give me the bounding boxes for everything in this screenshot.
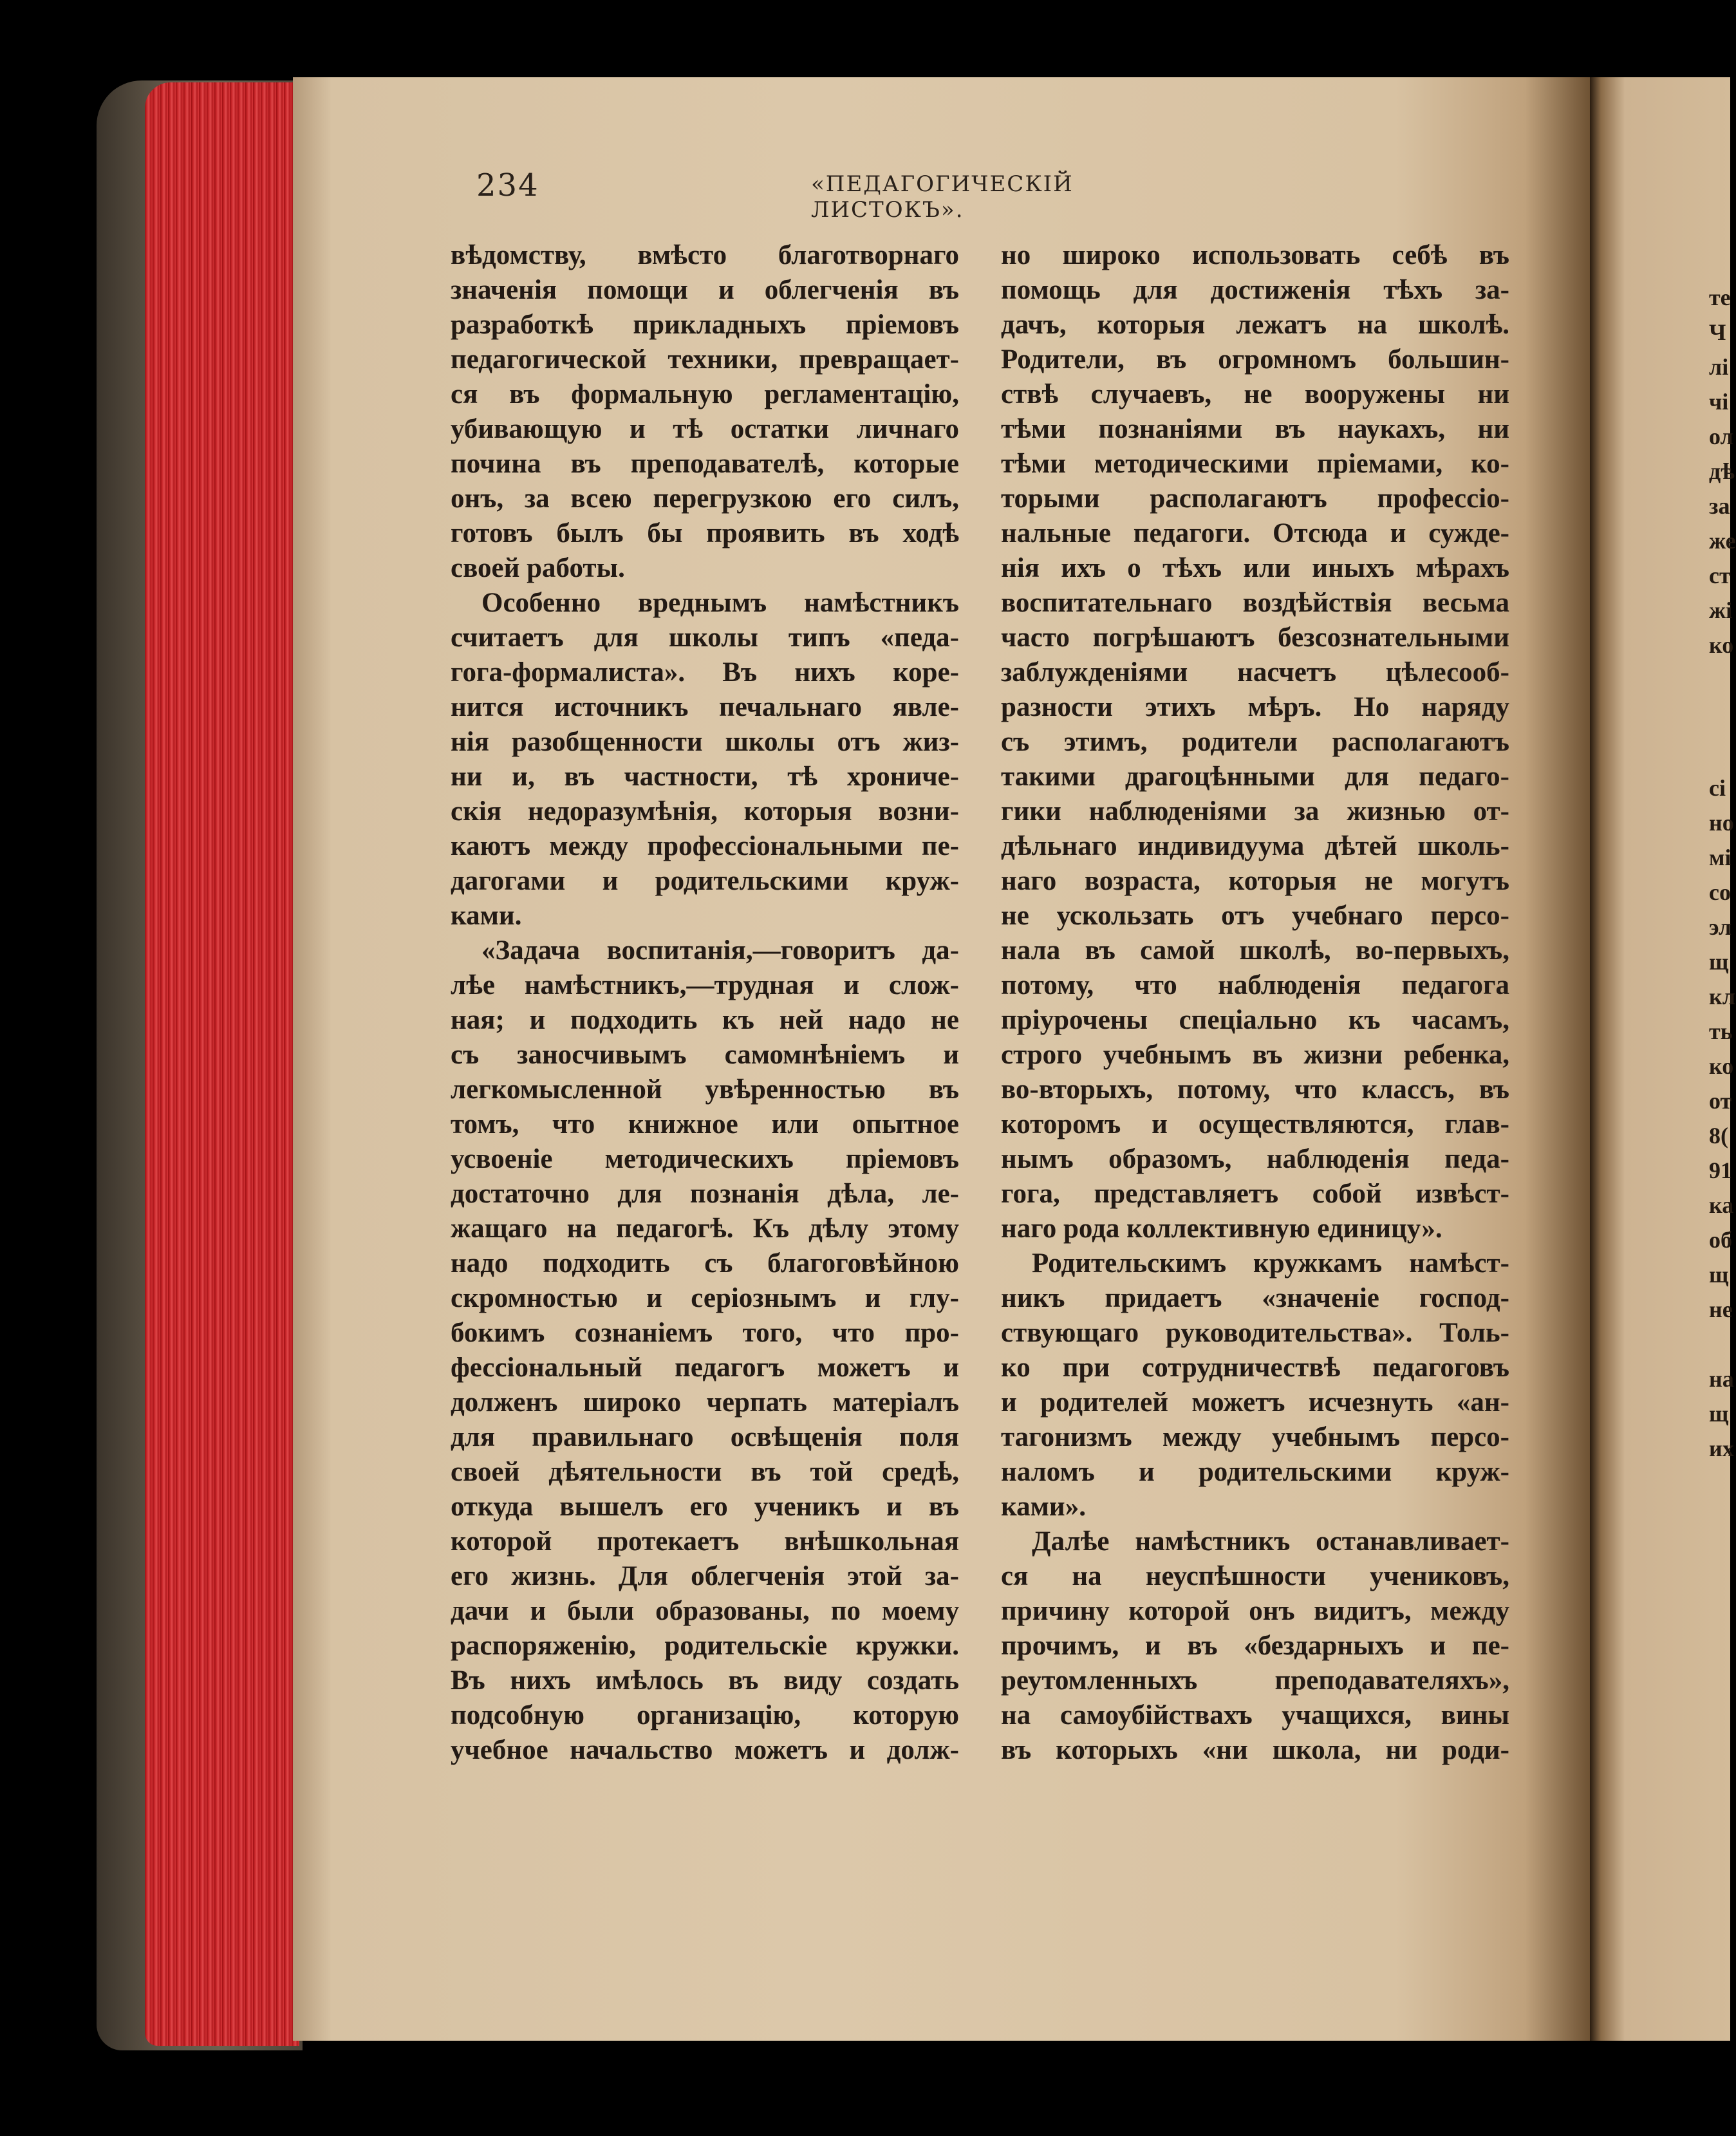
text-line: ная; и подходить къ ней надо не	[451, 1005, 959, 1035]
text-line: ствѣ случаевъ, не вооружены ни	[1001, 379, 1509, 409]
running-head: «ПЕДАГОГИЧЕСКІЙ ЛИСТОКЪ».	[811, 171, 1074, 223]
text-line: помощь для достиженія тѣхъ за-	[1001, 275, 1509, 305]
text-line: наго возраста, которыя не могутъ	[1001, 866, 1509, 896]
text-line: ками».	[1001, 1492, 1086, 1522]
text-line: долженъ широко черпать матеріалъ	[451, 1387, 959, 1418]
text-line: считаетъ для школы типъ «педа-	[451, 623, 959, 653]
next-page-fragment: ка	[1709, 1192, 1734, 1218]
text-line: скія недоразумѣнія, которыя возни-	[451, 796, 959, 827]
next-page-fragment: ол	[1709, 424, 1733, 449]
text-line: учебное начальство можетъ и долж-	[451, 1735, 959, 1765]
text-line: лѣе намѣстникъ,—трудная и слож-	[451, 970, 959, 1000]
page-header	[476, 167, 1204, 223]
next-page-fragment: лі	[1709, 354, 1729, 380]
next-page-fragment: дѣ	[1709, 458, 1735, 484]
text-line: для правильнаго освѣщенія поля	[451, 1422, 959, 1452]
next-page-fragment: ко	[1709, 1053, 1734, 1079]
text-line: нальные педагоги. Отсюда и сужде-	[1001, 518, 1509, 548]
next-page-fragment: мі	[1709, 845, 1731, 870]
text-line: съ заносчивымъ самомнѣніемъ и	[451, 1040, 959, 1070]
text-line: томъ, что книжное или опытное	[451, 1109, 959, 1139]
next-page-fragment: те	[1709, 285, 1731, 310]
text-line: ками.	[451, 901, 522, 931]
text-line: вѣдомству, вмѣсто благотворнаго	[451, 240, 959, 270]
text-line: Особенно вреднымъ намѣстникъ	[481, 588, 959, 618]
text-line: реутомленныхъ преподавателяхъ»,	[1001, 1665, 1509, 1696]
next-page-fragment: эл	[1709, 914, 1732, 940]
text-line: причину которой онъ видитъ, между	[1001, 1596, 1509, 1626]
text-line: нія разобщенности школы отъ жиз-	[451, 727, 959, 757]
text-line: торыми располагаютъ профессіо-	[1001, 483, 1509, 514]
text-line: потому, что наблюденія педагога	[1001, 970, 1509, 1000]
text-line: такими драгоцѣнными для педаго-	[1001, 762, 1509, 792]
next-page-fragment: их	[1709, 1436, 1734, 1461]
text-line: ко при сотрудничествѣ педагоговъ	[1001, 1353, 1509, 1383]
text-line: легкомысленной увѣренностью въ	[451, 1074, 959, 1105]
next-page-fragment: об	[1709, 1227, 1732, 1253]
text-line: подсобную организацію, которую	[451, 1700, 959, 1730]
next-page-fragment: ть	[1709, 1018, 1733, 1044]
text-line: гики наблюденіями за жизнью от-	[1001, 796, 1509, 827]
text-line: ствующаго руководительства». Толь-	[1001, 1318, 1509, 1348]
text-line: нала въ самой школѣ, во-первыхъ,	[1001, 935, 1509, 966]
next-page-fragment: за	[1709, 493, 1730, 519]
text-line: на самоубійствахъ учащихся, вины	[1001, 1700, 1509, 1730]
next-page-fragment: щ	[1709, 1262, 1729, 1288]
text-line: часто погрѣшаютъ безсознательными	[1001, 623, 1509, 653]
text-line: распоряженію, родительскіе кружки.	[451, 1631, 959, 1661]
text-line: дачи и были образованы, по моему	[451, 1596, 959, 1626]
text-line: педагогической техники, превращает-	[451, 344, 959, 375]
next-page-fragment: со	[1709, 879, 1731, 905]
text-line: каютъ между профессіональными пе-	[451, 831, 959, 861]
text-line: тѣми познаніями въ наукахъ, ни	[1001, 414, 1509, 444]
next-page-fragment: ко	[1709, 632, 1734, 658]
next-page-fragment: но	[1709, 810, 1734, 836]
text-line: тагонизмъ между учебнымъ персо-	[1001, 1422, 1509, 1452]
text-line: но широко использовать себѣ въ	[1001, 240, 1509, 270]
text-line: усвоеніе методическихъ пріемовъ	[451, 1144, 959, 1174]
text-line: дачъ, которыя лежатъ на школѣ.	[1001, 310, 1509, 340]
text-line: разности этихъ мѣръ. Но наряду	[1001, 692, 1509, 722]
text-line: почина въ преподавателѣ, которые	[451, 449, 959, 479]
text-line: которой протекаетъ внѣшкольная	[451, 1526, 959, 1557]
next-page-fragment: 91	[1709, 1157, 1732, 1183]
text-line: фессіональный педагогъ можетъ и	[451, 1353, 959, 1383]
text-line: наломъ и родительскими круж-	[1001, 1457, 1509, 1487]
next-page-fragment: от	[1709, 1088, 1732, 1114]
next-page-fragment: чі	[1709, 389, 1729, 415]
text-line: его жизнь. Для облегченія этой за-	[451, 1561, 959, 1591]
text-line: Въ нихъ имѣлось въ виду создать	[451, 1665, 959, 1696]
text-line: онъ, за всею перегрузкою его силъ,	[451, 483, 959, 514]
text-line: не ускользать отъ учебнаго персо-	[1001, 901, 1509, 931]
page-number: 234	[476, 167, 539, 203]
text-line: разработкѣ прикладныхъ пріемовъ	[451, 310, 959, 340]
next-page-fragment: Ч	[1709, 319, 1726, 345]
text-line: Далѣе намѣстникъ останавливает-	[1032, 1526, 1509, 1557]
text-line: значенія помощи и облегченія въ	[451, 275, 959, 305]
text-line: нія ихъ о тѣхъ или иныхъ мѣрахъ	[1001, 553, 1509, 583]
text-line: во-вторыхъ, потому, что классъ, въ	[1001, 1074, 1509, 1105]
text-line: которомъ и осуществляются, глав-	[1001, 1109, 1509, 1139]
red-page-edges	[145, 82, 299, 2046]
text-line: достаточно для познанія дѣла, ле-	[451, 1179, 959, 1209]
next-page-fragment: жі	[1709, 597, 1733, 623]
next-page-fragment: сі	[1709, 775, 1726, 801]
text-line: гога, представляетъ собой извѣст-	[1001, 1179, 1509, 1209]
text-line: нымъ образомъ, наблюденія педа-	[1001, 1144, 1509, 1174]
next-page-fragment: щ	[1709, 1401, 1729, 1427]
text-line: съ этимъ, родители располагаютъ	[1001, 727, 1509, 757]
next-page-fragment: щ	[1709, 949, 1729, 975]
text-line: никъ придаетъ «значеніе господ-	[1001, 1283, 1509, 1313]
next-page-fragment: на	[1709, 1366, 1734, 1392]
text-line: строго учебнымъ въ жизни ребенка,	[1001, 1040, 1509, 1070]
text-line: ся на неуспѣшности учениковъ,	[1001, 1561, 1509, 1591]
next-page-fragment: кл	[1709, 984, 1735, 1009]
next-page-fragment: же	[1709, 528, 1736, 554]
text-line: пріурочены спеціально къ часамъ,	[1001, 1005, 1509, 1035]
text-line: воспитательнаго воздѣйствія весьма	[1001, 588, 1509, 618]
next-page-fragment: не	[1709, 1297, 1733, 1322]
text-line: жащаго на педагогѣ. Къ дѣлу этому	[451, 1213, 959, 1244]
text-line: убивающую и тѣ остатки личнаго	[451, 414, 959, 444]
text-line: въ которыхъ «ни школа, ни роди-	[1001, 1735, 1509, 1765]
text-line: тѣми методическими пріемами, ко-	[1001, 449, 1509, 479]
text-line: надо подходить съ благоговѣйною	[451, 1248, 959, 1279]
text-line: своей дѣятельности въ той средѣ,	[451, 1457, 959, 1487]
text-line: «Задача воспитанія,—говоритъ да-	[481, 935, 959, 966]
left-text-column	[451, 238, 959, 1768]
text-line: и родителей можетъ исчезнуть «ан-	[1001, 1387, 1509, 1418]
text-line: бокимъ сознаніемъ того, что про-	[451, 1318, 959, 1348]
text-line: прочимъ, и въ «бездарныхъ и пе-	[1001, 1631, 1509, 1661]
text-line: откуда вышелъ его ученикъ и въ	[451, 1492, 959, 1522]
text-line: гога-формалиста». Въ нихъ коре-	[451, 657, 959, 688]
text-line: скромностью и серіознымъ и глу-	[451, 1283, 959, 1313]
next-page-fragment: 8(	[1709, 1123, 1728, 1148]
right-text-column	[1001, 238, 1509, 1768]
text-line: заблужденіями насчетъ цѣлесооб-	[1001, 657, 1509, 688]
text-line: Родительскимъ кружкамъ намѣст-	[1032, 1248, 1509, 1279]
text-line: своей работы.	[451, 553, 625, 583]
text-line: ся въ формальную регламентацію,	[451, 379, 959, 409]
text-line: Родители, въ огромномъ большин-	[1001, 344, 1509, 375]
text-line: дагогами и родительскими круж-	[451, 866, 959, 896]
text-line: ни и, въ частности, тѣ хрониче-	[451, 762, 959, 792]
text-line: готовъ былъ бы проявить въ ходѣ	[451, 518, 959, 548]
text-line: дѣльнаго индивидуума дѣтей школь-	[1001, 831, 1509, 861]
text-line: наго рода коллективную единицу».	[1001, 1213, 1442, 1244]
next-page-fragment: ст	[1709, 563, 1731, 588]
text-line: нится источникъ печальнаго явле-	[451, 692, 959, 722]
